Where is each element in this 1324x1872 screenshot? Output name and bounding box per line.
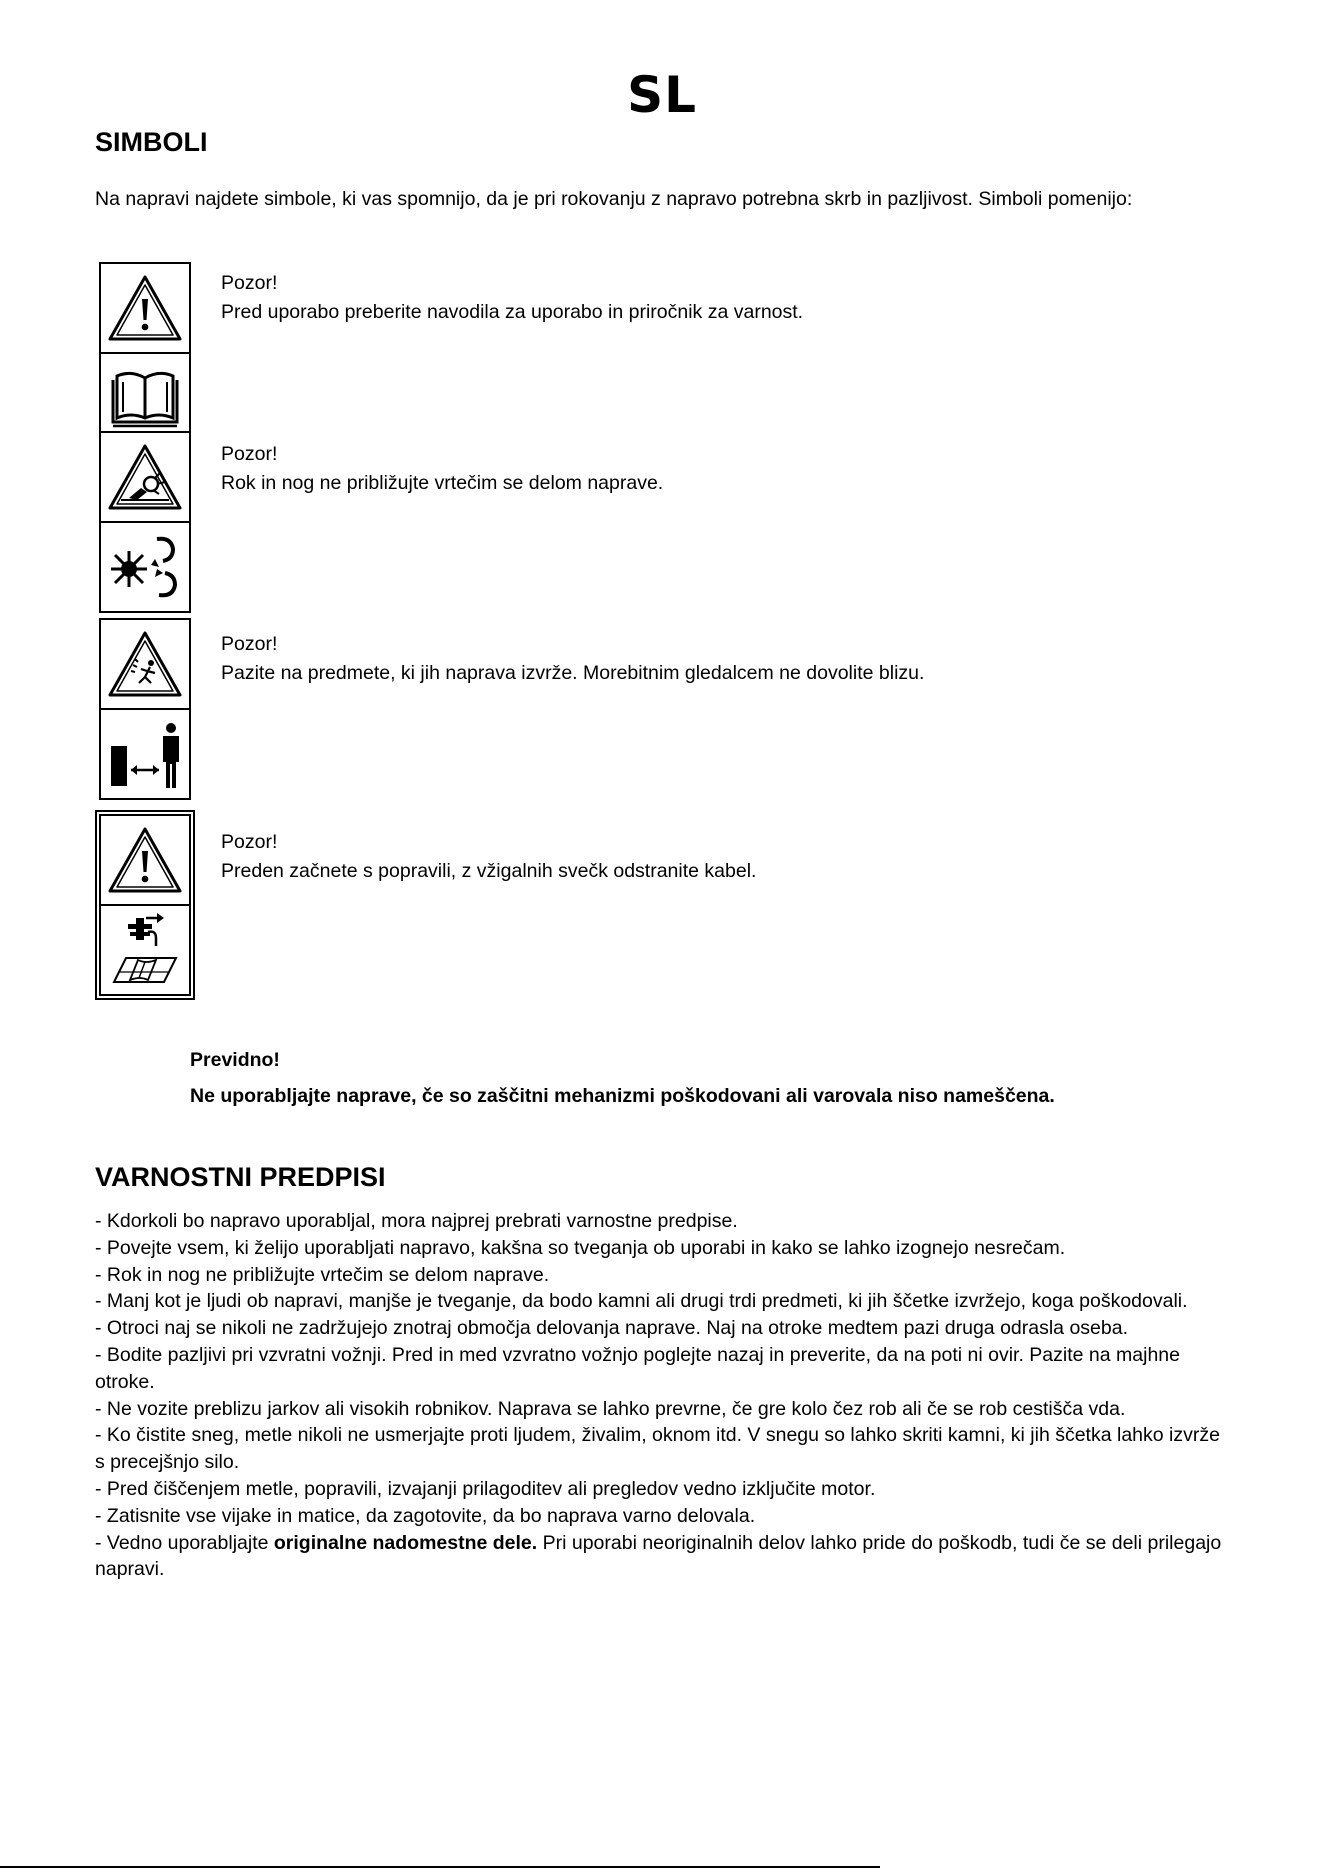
simboli-intro: Na napravi najdete simbole, ki vas spomnijo, da je pri rokovanju z napravo potrebna skrb in pazljivost. Simboli pomenijo: <box>95 188 1133 210</box>
thrown-objects-warning-icon <box>101 620 189 708</box>
caution-note <box>190 1042 1250 1114</box>
safety-rule-original-parts <box>95 1530 1235 1584</box>
safety-rule: - Bodite pazljivi pri vzvratni vožnji. Pred in med vzvratno vožnjo poglejte nazaj in preverite, da na poti ni ovir. Pazite na majhne otroke. <box>95 1343 1180 1393</box>
symbol-pictogram-1 <box>99 262 191 444</box>
safety-rule: - Otroci naj se nikoli ne zadržujejo znotraj območja delovanja naprave. Naj na otroke medtem pazi druga odrasla oseba. <box>95 1317 1128 1340</box>
safety-rules-list <box>95 1208 1235 1583</box>
symbol-description-1 <box>221 269 1221 327</box>
symbol-title: Pozor! <box>221 633 278 655</box>
safety-rule: - Povejte vsem, ki želijo uporabljati napravo, kakšna so tveganja ob uporabi in kako se lahko izognejo nesrečam. <box>95 1236 1066 1259</box>
symbol-text: Pazite na predmete, ki jih naprava izvrže. Morebitnim gledalcem ne dovolite blizu. <box>221 662 925 684</box>
keep-distance-icon <box>101 708 189 798</box>
symbol-title: Pozor! <box>221 831 278 853</box>
safety-rule: - Ko čistite sneg, metle nikoli ne usmerjajte proti ljudem, živalim, oknom itd. V snegu so lahko skriti kamni, ki jih ščetka lahko izvrže s precejšnjo silo. <box>95 1424 1220 1474</box>
caution-title: Previdno! <box>190 1049 280 1071</box>
symbol-text: Pred uporabo preberite navodila za uporabo in priročnik za varnost. <box>221 301 804 323</box>
symbol-title: Pozor! <box>221 272 278 294</box>
warning-triangle-icon <box>101 816 189 904</box>
symbol-text: Rok in nog ne približujte vrtečim se delom naprave. <box>221 472 664 494</box>
safety-rule: - Zatisnite vse vijake in matice, da zagotovite, da bo naprava varno delovala. <box>95 1504 756 1527</box>
footer-divider <box>0 1866 880 1868</box>
safety-rule: - Kdorkoli bo napravo uporabljal, mora najprej prebrati varnostne predpise. <box>95 1210 738 1232</box>
symbol-title: Pozor! <box>221 443 278 465</box>
symbol-description-4 <box>221 828 1221 886</box>
remove-spark-plug-icon <box>101 904 189 994</box>
simboli-heading: SIMBOLI <box>95 127 208 157</box>
warning-triangle-icon <box>101 264 189 352</box>
safety-rule: - Rok in nog ne približujte vrtečim se delom naprave. <box>95 1263 550 1286</box>
language-code: SL <box>627 66 697 124</box>
symbol-pictogram-3 <box>99 618 191 800</box>
rotating-parts-icon <box>101 521 189 611</box>
symbol-text: Preden začnete s popravili, z vžigalnih svečk odstranite kabel. <box>221 860 757 882</box>
safety-rule: - Ne vozite preblizu jarkov ali visokih robnikov. Naprava se lahko prevrne, če gre kolo čez rob ali če se rob cestišča vda. <box>95 1397 1126 1420</box>
manual-book-icon <box>101 352 189 442</box>
symbol-description-2 <box>221 440 1221 498</box>
safety-rule: - Pred čiščenjem metle, popravili, izvajanji prilagoditev ali pregledov vedno izključite motor. <box>95 1477 876 1500</box>
symbol-pictogram-4 <box>99 814 191 996</box>
rule-emphasis: originalne nadomestne dele. <box>273 1531 538 1554</box>
symbol-description-3 <box>221 630 1221 688</box>
rule-suffix: Pri uporabi neoriginalnih delov lahko pride do poškodb, tudi če se deli prilegajo napravi. <box>95 1531 1222 1581</box>
hand-entanglement-warning-icon <box>101 433 189 521</box>
symbol-pictogram-2 <box>99 431 191 613</box>
varnostni-predpisi-heading: VARNOSTNI PREDPISI <box>95 1162 386 1192</box>
safety-rule: - Manj kot je ljudi ob napravi, manjše je tveganje, da bodo kamni ali drugi trdi predmeti, ki jih ščetke izvržejo, koga poškodovali. <box>95 1290 1188 1313</box>
caution-text: Ne uporabljajte naprave, če so zaščitni mehanizmi poškodovani ali varovala niso nameščena. <box>190 1085 1055 1107</box>
rule-prefix: - Vedno uporabljajte <box>95 1531 274 1554</box>
